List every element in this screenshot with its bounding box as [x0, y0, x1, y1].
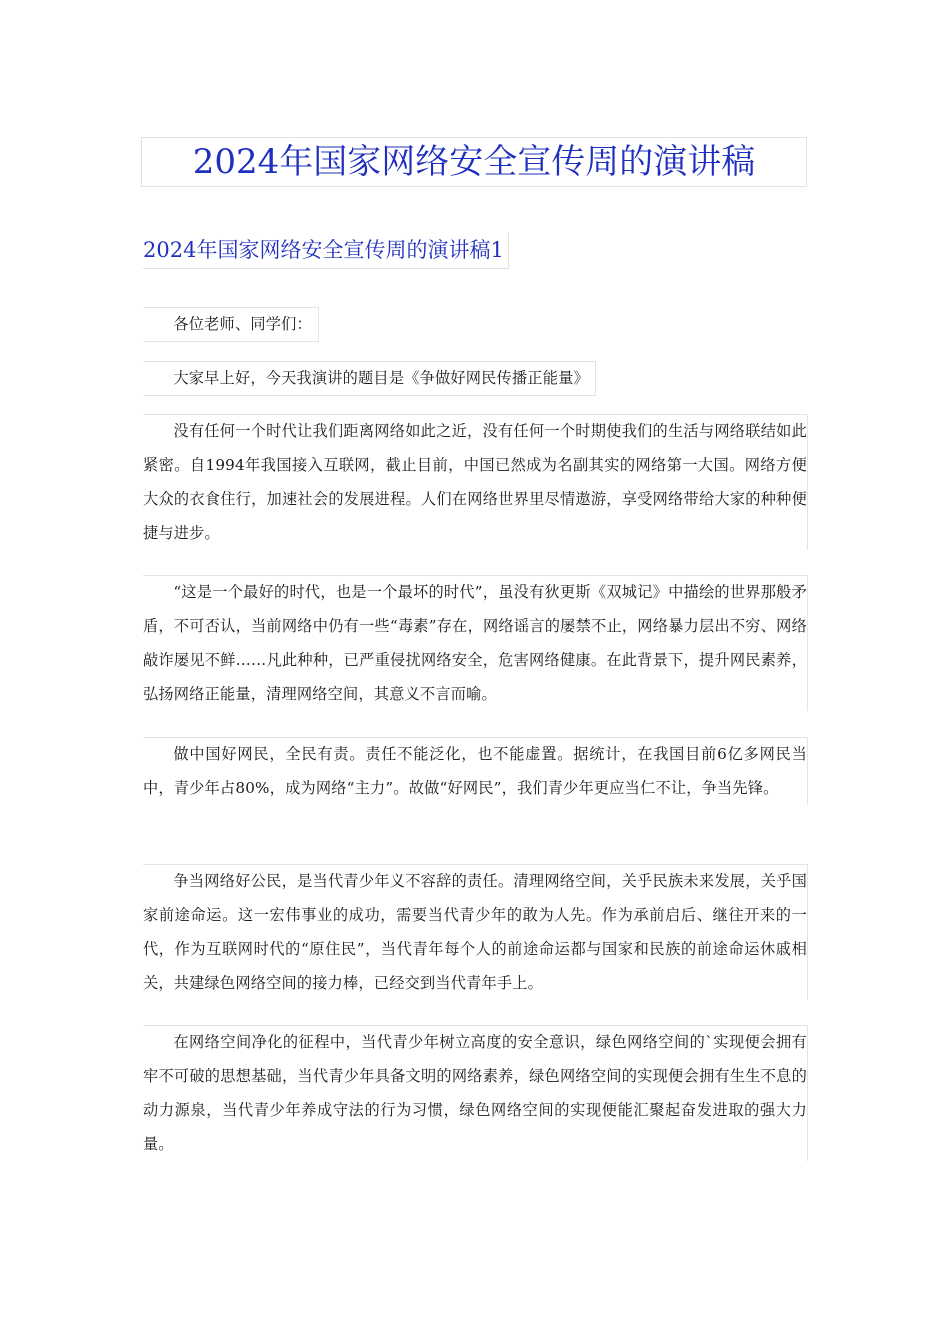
intro-text: 大家早上好，今天我演讲的题目是《争做好网民传播正能量》: [173, 369, 589, 387]
paragraph-1: 没有任何一个时代让我们距离网络如此之近，没有任何一个时期使我们的生活与网络联结如此紧密。自1994年我国接入互联网，截止目前，中国已然成为名副其实的网络第一大国。网络方便大众的衣食住行，加速社会的发展进程。人们在网络世界里尽情遨游，享受网络带给大家的种种便捷与进步。: [143, 414, 808, 550]
salutation-text: 各位老师、同学们：: [173, 315, 312, 333]
paragraph-3: 做中国好网民，全民有责。责任不能泛化，也不能虚置。据统计，在我国目前6亿多网民当中，青少年占80%，成为网络“主力”。故做“好网民”，我们青少年更应当仁不让，争当先锋。: [143, 737, 808, 805]
paragraph-2: “这是一个最好的时代，也是一个最坏的时代”，虽没有狄更斯《双城记》中描绘的世界那般矛盾，不可否认，当前网络中仍有一些“毒素”存在，网络谣言的屡禁不止，网络暴力层出不穷、网络敲诈屡见不鲜……凡此种种，已严重侵扰网络安全，危害网络健康。在此背景下，提升网民素养，弘扬网络正能量，清理网络空间，其意义不言而喻。: [143, 575, 808, 711]
paragraph-4: 争当网络好公民，是当代青少年义不容辞的责任。清理网络空间，关乎民族未来发展，关乎国家前途命运。这一宏伟事业的成功，需要当代青少年的敢为人先。作为承前启后、继往开来的一代，作为互联网时代的“原住民”，当代青年每个人的前途命运都与国家和民族的前途命运休戚相关，共建绿色网络空间的接力棒，已经交到当代青年手上。: [143, 864, 808, 1000]
document-title: 2024年国家网络安全宣传周的演讲稿: [141, 137, 807, 187]
salutation: [143, 307, 319, 342]
paragraph-5: 在网络空间净化的征程中，当代青少年树立高度的安全意识，绿色网络空间的`实现便会拥有牢不可破的思想基础，当代青少年具备文明的网络素养，绿色网络空间的实现便会拥有生生不息的动力源泉，当代青少年养成守法的行为习惯，绿色网络空间的实现便能汇聚起奋发进取的强大力量。: [143, 1025, 808, 1161]
intro-line: [143, 361, 596, 396]
section-heading: 2024年国家网络安全宣传周的演讲稿1: [143, 232, 509, 269]
